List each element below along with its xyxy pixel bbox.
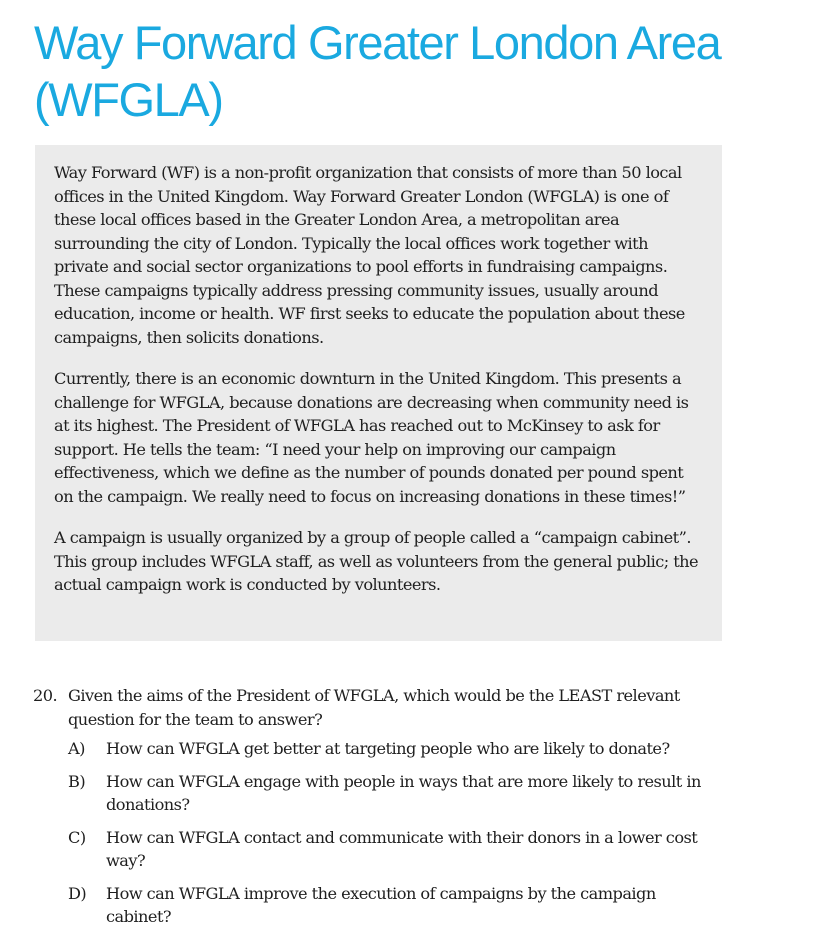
question-20 — [33, 684, 733, 938]
answer-option-c[interactable] — [68, 826, 733, 873]
case-description-box — [35, 145, 722, 641]
option-text: How can WFGLA improve the execution of campaigns by the campaign cabinet? — [106, 883, 656, 926]
answer-option-a[interactable] — [68, 737, 733, 761]
case-paragraph-1: Way Forward (WF) is a non-profit organization that consists of more than 50 local offices in the United Kingdom. Way Forward Greater London (WFGLA) is one of these local offices based in the Greater London Area, a metropolitan area surrounding the city of London. Typically the local offices work together with private and social sector organizations to pool efforts in fundraising campaigns. These campaigns typically address pressing community issues, usually around education, income or health. WF first seeks to educate the population about these campaigns, then solicits donations. — [54, 163, 685, 347]
option-text: How can WFGLA engage with people in ways that are more likely to result in donations? — [106, 771, 701, 814]
option-letter: A) — [68, 739, 85, 758]
option-letter: D) — [68, 883, 87, 903]
answer-options — [68, 737, 733, 929]
page-title: Way Forward Greater London Area (WFGLA) — [34, 16, 721, 126]
answer-option-b[interactable] — [68, 770, 733, 817]
question-stem — [33, 684, 733, 731]
question-text: Given the aims of the President of WFGLA, which would be the LEAST relevant question for the team to answer? — [68, 686, 680, 729]
option-letter: B) — [68, 771, 86, 791]
option-text: How can WFGLA contact and communicate with their donors in a lower cost way? — [106, 827, 698, 870]
answer-option-d[interactable] — [68, 882, 733, 929]
question-number: 20. — [33, 686, 58, 705]
case-paragraph-2: Currently, there is an economic downturn in the United Kingdom. This presents a challenge for WFGLA, because donations are decreasing when community need is at its highest. The President of WFGLA has reached out to McKinsey to ask for support. He tells the team: “I need your help on improving our campaign effectiveness, which we define as the number of pounds donated per pound spent on the campaign. We really need to focus on increasing donations in these times!” — [54, 369, 689, 506]
option-text: How can WFGLA get better at targeting people who are likely to donate? — [106, 739, 670, 758]
case-paragraph-3: A campaign is usually organized by a group of people called a “campaign cabinet”. This group includes WFGLA staff, as well as volunteers from the general public; the actual campaign work is conducted by volunteers. — [54, 528, 699, 594]
option-letter: C) — [68, 827, 86, 847]
